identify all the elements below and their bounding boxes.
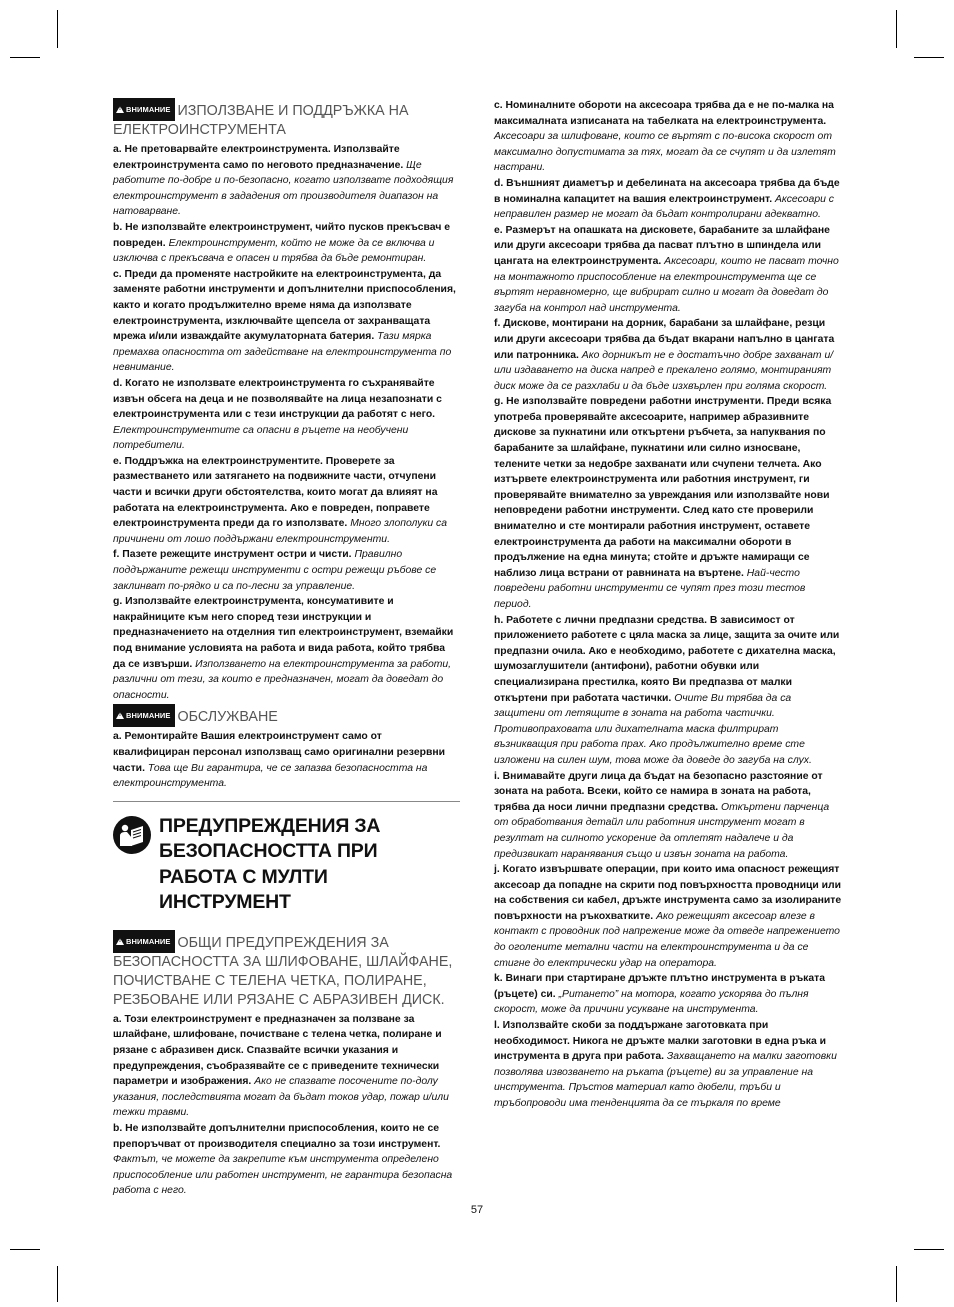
instruction-item: [113, 376, 460, 454]
instruction-item: [113, 454, 460, 548]
instruction-item: [113, 220, 460, 267]
instruction-item: [494, 316, 842, 394]
crop-mark: [896, 10, 897, 48]
instruction-explanation: Аксесоари, които не пасват точно на монтажното приспособление на електроинструмента ще се въртят неравномерно, ще вибрират силно и могат да доведат до загуба на контрол над инструмента.: [494, 255, 839, 314]
instruction-explanation: Най-често повредени работни инструменти се чупят през този тестов период.: [494, 567, 806, 610]
section-heading-use-maintenance: ! ВНИМАНИЕ ИЗПОЛЗВАНЕ И ПОДДРЪЖКА НА ЕЛЕКТРОИНСТРУМЕНТА: [113, 98, 460, 140]
warning-triangle-icon: [116, 106, 124, 113]
instruction-text: h. Работете с лични предпазни средства. В зависимост от приложението работете с цяла маска за лице, защита за очите или предпазни очила. Ако е необходимо, работете с дихателна маска, шумозаглушители (антифони), работни обувки или специализирана престилка, която Ви предпазва от малки откъртени при работата частички.: [494, 614, 840, 704]
instruction-item: [494, 971, 842, 1018]
instruction-text: i. Внимавайте други лица да бъдат на безопасно разстояние от зоната на работа. Всеки, който се намира в зоната на работа, трябва да носи лични предпазни средства.: [494, 770, 823, 813]
general-warnings-list: [113, 1012, 460, 1199]
instruction-explanation: Ако дорникът не е достатъчно добре захванат и/или издаването на диска напред е прекалено голямо, монтираният диск може да се разхлаби и да бъде изхвърлен при голяма скорост.: [494, 349, 834, 392]
instruction-text: a. Ремонтирайте Вашия електроинструмент само от квалифициран персонал използващ само оригинални резервни части.: [113, 731, 445, 774]
instruction-explanation: Това ще Ви гарантира, че се запазва безопасността на електроинструмента.: [113, 762, 428, 790]
instruction-item: [113, 142, 460, 220]
instruction-text: f. Дискове, монтирани на дорник, барабани за шлайфане, резци или други аксесоари трябва да бъдат вкарани напълно в цангата или патронника.: [494, 318, 835, 361]
instruction-explanation: Ако режещият аксесоар влезе в контакт с проводник под напрежение може да отведе напрежението до оголените метални части на електроинструмента и да се стигне до електрически удар на оператора.: [494, 910, 840, 969]
crop-mark: [914, 57, 944, 58]
instruction-text: g. Не използвайте повредени работни инструменти. Преди всяка употреба проверявайте аксесоарите, например абразивните дискове за пукнатини или откъртени ръбчета, за напуквания по барабаните за шлайфане, пукнатини или силно износване, телените четки за недобре захванати или счупени телчета. Ако изтървете електроинструмента или работния инструмент, ги проверявайте внимателно за увреждания или използвайте нови неповредени работни инструменти. След като сте проверили внимателно и сте монтирали работния инструмент, оставете електроинструмента да работи на максимални обороти в продължение на една минута; стойте и дръжте намиращи се наблизо лица встрани от равнината на въртене.: [494, 396, 832, 579]
crop-mark: [57, 10, 58, 48]
warning-triangle-icon: [116, 938, 124, 945]
crop-mark: [10, 57, 40, 58]
instruction-item: [494, 1018, 842, 1112]
instruction-explanation: Тази мярка премахва опасността от задействане на електроинструмента по невнимание.: [113, 331, 452, 374]
instruction-explanation: Електроинструментите са опасни в ръцете на необучени потребители.: [113, 424, 409, 452]
instruction-explanation: „Ритането” на мотора, когато ускорява до пълня скорост, може да причини усукване на инструмента.: [494, 988, 809, 1016]
use-maintenance-list: [113, 142, 460, 703]
section-heading-service: ! ВНИМАНИЕ ОБСЛУЖВАНЕ: [113, 704, 460, 727]
instruction-item: [113, 1012, 460, 1121]
instruction-text: d. Когато не използвате електроинструмента го съхранявайте извън обсега на деца и не позволявайте на лица незапознати с електроинструмента или с тези инструкции да работят с него.: [113, 377, 442, 421]
instruction-item: [113, 547, 460, 594]
instruction-explanation: Фактът, че можете да закрепите към инструмента определено приспособление или работен инструмент, не гарантира безопасна работа с него.: [113, 1154, 453, 1197]
instruction-explanation: Захващането на малки заготовки позволява извозването на ръката (ръцете) ви за управление на инструмента. Пръстов материал като дюбели, тръби и тръбопроводи има тенденцията да се търкаля по време: [494, 1051, 837, 1109]
instruction-item: [494, 613, 842, 769]
instruction-item: [113, 594, 460, 703]
warning-triangle-icon: [116, 712, 124, 719]
instruction-text: j. Когато извършвате операции, при които има опасност режещият аксесоар да попадне на скрити под повърхността проводници или на собствения си кабел, дръжте инструмента само за изолираните повърхности на ръкохватките.: [494, 864, 842, 922]
warning-badge: ! ВНИМАНИЕ: [113, 704, 175, 727]
multi-tool-warnings-title: ПРЕДУПРЕЖДЕНИЯ ЗА БЕЗОПАСНОСТТА ПРИ РАБОТА С МУЛТИ ИНСТРУМЕНТ: [113, 814, 460, 916]
service-list: [113, 729, 460, 791]
instruction-text: e. Поддръжка на електроинструментите. Проверете за разместването или затягането на подвижните части, отчупени части и всички други обстоятелства, които могат да влияят на работата на електроинструмента. Ако е повреден, поправете електроинструмента преди да го използвате.: [113, 455, 438, 530]
warning-badge: ! ВНИМАНИЕ: [113, 930, 175, 953]
section-heading-general-warnings: ! ВНИМАНИЕ ОБЩИ ПРЕДУПРЕЖДЕНИЯ ЗА БЕЗОПАСНОСТТА ЗА ШЛИФОВАНЕ, ШЛАЙФАНЕ, ПОЧИСТВАНЕ С ТЕЛЕНА ЧЕТКА, ПОЛИРАНЕ, РЕЗБОВАНЕ ИЛИ РЯЗАНЕ С АБРАЗИВЕН ДИСК.: [113, 930, 460, 1010]
crop-mark: [896, 1266, 897, 1302]
crop-mark: [10, 1249, 40, 1250]
instruction-item: [494, 98, 842, 176]
instruction-item: [494, 394, 842, 612]
instruction-text: b. Не използвайте електроинструмент, чийто пусков прекъсвач е повреден.: [113, 221, 451, 249]
instruction-explanation: Аксесоари с неправилен размер не могат да бъдат контролирани адекватно.: [494, 193, 834, 221]
instruction-explanation: Ще работите по-добре и по-безопасно, когато използвате подходящия електроинструмент в зададения от производителя диапазон на натоварване.: [113, 159, 454, 218]
instruction-item: [494, 223, 842, 317]
instruction-text: d. Външният диаметър и дебелината на аксесоара трябва да бъде в номинална капацитет на вашия електроинструмент.: [494, 177, 840, 205]
instruction-text: e. Размерът на опашката на дисковете, барабаните за шлайфане или други аксесоари трябва да пасват плътно в шпиндела или цангата на електроинструмента.: [494, 224, 830, 267]
instruction-text: b. Не използвайте допълнителни приспособления, които не се препоръчват от производителя специално за този инструмент.: [113, 1122, 441, 1150]
read-manual-icon: [113, 816, 151, 854]
instruction-explanation: Много злополуки са причинени от лошо поддържани електроинструменти.: [113, 518, 448, 545]
instruction-text: l. Използвайте скоби за поддържане заготовката при необходимост. Никога не дръжте малки заготовки в една ръка и инструмента в друга при работа.: [494, 1020, 827, 1063]
instruction-item: [494, 176, 842, 223]
instruction-item: [113, 267, 460, 376]
left-column: [113, 98, 460, 1199]
instruction-explanation: Използването на електроинструмента за работи, различни от тези, за които е предназначен, могат да доведат до опасности.: [113, 658, 452, 701]
instruction-text: a. Не претоварвайте електроинструмента. Използвайте електроинструмента само по неговото предназначение.: [113, 144, 404, 171]
general-warnings-list-continued: [494, 98, 842, 1112]
instruction-text: k. Винаги при стартиране дръжте плътно инструмента в ръката (ръцете) си.: [494, 973, 826, 1000]
section-divider: [113, 801, 460, 802]
instruction-explanation: Ако не спазвате посочените по-долу указания, последствията могат да бъдат токов удар, пожар и/или тежки травми.: [113, 1076, 449, 1119]
instruction-text: f. Пазете режещите инструмент остри и чисти.: [113, 549, 352, 561]
instruction-explanation: Аксесоари за шлифоване, които се въртят с по-висока скорост от максимално допустимата за тях, могат да се счупят и да излетят настрани.: [494, 131, 836, 174]
instruction-text: c. Преди да променяте настройките на електроинструмента, да заменяте работни инструменти и допълнителни приспособления, както и когато продължително време няма да използвате електроинструмента, изключвайте щепсела от захранващата мрежа и/или изваждайте акумулаторната батерия.: [113, 268, 456, 343]
crop-mark: [57, 1266, 58, 1302]
instruction-item: [113, 1121, 460, 1199]
warning-badge: ! ВНИМАНИЕ: [113, 98, 175, 121]
instruction-text: a. Този електроинструмент е предназначен за ползване за шлайфане, шлифоване, почистване с телена четка, полиране и рязане с абразивен диск. Спазвайте всички указания и предупреждения, съобразявайте се с приведените технически параметри и изображения.: [113, 1013, 442, 1088]
instruction-text: g. Използвайте електроинструмента, консумативите и накрайниците към него според тези инструкции и предназначението на отделния тип електроинструмент, вземайки под внимание условията на работа и вида работа, който трябва да се извърши.: [113, 596, 454, 670]
instruction-item: [494, 862, 842, 971]
instruction-explanation: Откъртени парченца от обработвания детайл или работния инструмент могат в резултат на силното ускорение да отлетят надалече и да предизвикат наранявания също и извън зоната на работа.: [494, 801, 830, 860]
instruction-explanation: Правилно поддържаните режещи инструменти с остри режещи ръбове се заклинват по-рядко и са по-лесни за управление.: [113, 549, 437, 592]
instruction-text: c. Номиналните обороти на аксесоара трябва да е не по-малка на максималната изписаната на табелката на електроинструмента.: [494, 100, 834, 127]
instruction-item: [494, 769, 842, 863]
instruction-explanation: Електроинструмент, който не може да се включва и изключва с прекъсвача е опасен и трябва да бъде ремонтиран.: [113, 237, 435, 265]
instruction-explanation: Очите Ви трябва да са защитени от летящите в зоната на работа частички. Противопраховата или дихателната маска филтрират възникващия при работа прах. Ако продължително време сте изложени на силен шум, това може да доведе до загуба на слух.: [494, 692, 812, 766]
right-column: [494, 98, 842, 1112]
instruction-item: [113, 729, 460, 791]
page-number: 57: [470, 1204, 484, 1216]
crop-mark: [914, 1249, 944, 1250]
